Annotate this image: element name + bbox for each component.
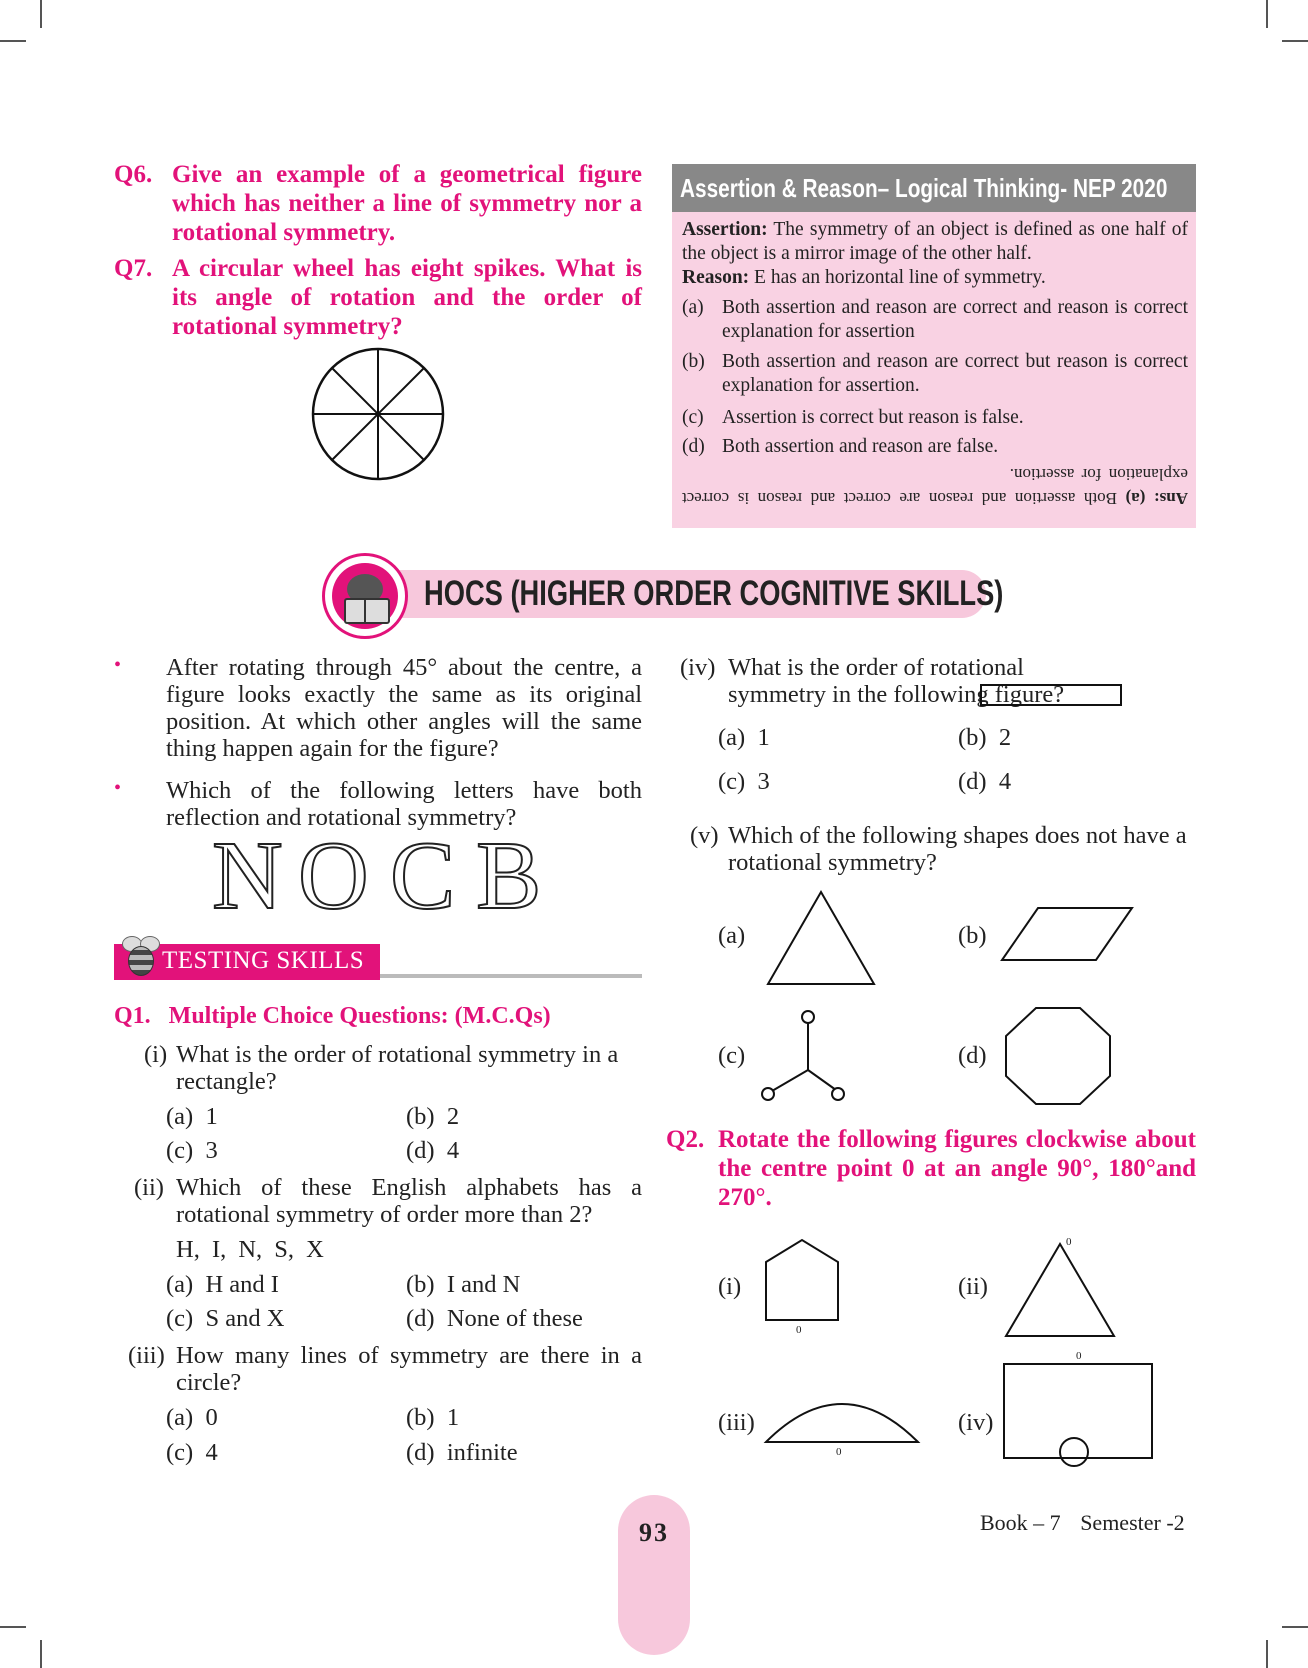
mcq-number: (ii) — [134, 1174, 164, 1201]
mcq-option: (b) 2 — [958, 724, 1012, 751]
book-info — [980, 1510, 1185, 1536]
assertion-option — [682, 296, 1188, 344]
testing-skills-title: TESTING SKILLS — [162, 947, 365, 974]
option-label: (b) — [682, 351, 705, 372]
mcq-option: (c) — [718, 1042, 746, 1069]
question-number: Q7. — [114, 255, 153, 282]
assertion-title-bar — [672, 164, 1196, 212]
figure-label: (iii) — [718, 1409, 755, 1436]
mcq-option: (c) 4 — [166, 1439, 218, 1466]
mcq-question: What is the order of rotational symmetry in a rectangle? — [176, 1041, 619, 1095]
centre-point-label: 0 — [1076, 1350, 1082, 1362]
centre-point-label: 0 — [1066, 1236, 1072, 1248]
pentagon-house-figure — [764, 1238, 840, 1322]
question-number: Q1. — [114, 1003, 151, 1029]
option-label: (a) — [682, 297, 704, 318]
question-number: Q2. — [666, 1126, 705, 1153]
mcq-option: (b) 1 — [406, 1404, 460, 1431]
mcq-option: (b) — [958, 922, 987, 949]
option-text: Both assertion and reason are false. — [722, 436, 999, 457]
crop-mark — [1282, 40, 1308, 42]
hocs-bullet — [114, 654, 642, 762]
letter-n: N — [212, 822, 283, 930]
semicircle-figure — [764, 1394, 920, 1444]
reason-text — [682, 266, 1188, 290]
mcq-option: (a) H and I — [166, 1271, 279, 1298]
mcq-option: (d) None of these — [406, 1305, 583, 1332]
q1-heading — [114, 1003, 551, 1030]
option-text: Both assertion and reason are correct but reason is correct explanation for assertion. — [722, 351, 1188, 396]
hocs-title: HOCS (HIGHER ORDER COGNITIVE SKILLS) — [424, 574, 1004, 613]
figure-label: (i) — [718, 1273, 742, 1300]
mcq-item — [690, 822, 1196, 876]
assertion-label: Assertion: — [682, 219, 768, 240]
figure-label: (ii) — [958, 1273, 988, 1300]
crop-mark — [1266, 1640, 1268, 1668]
mcq-number: (iii) — [128, 1342, 165, 1369]
crop-mark — [0, 1626, 26, 1628]
assertion-body: The symmetry of an object is defined as one half of the object is a mirror image of the other half. — [682, 219, 1188, 264]
bullet-text: Which of the following letters have both reflection and rotational symmetry? — [166, 777, 642, 831]
wheel-figure — [310, 346, 446, 482]
hocs-icon — [322, 553, 408, 639]
question-q2 — [666, 1125, 1196, 1212]
crop-mark — [0, 40, 26, 42]
reason-body: E has an horizontal line of symmetry. — [754, 267, 1046, 288]
question-title: Multiple Choice Questions: (M.C.Qs) — [168, 1003, 551, 1029]
option-text: Both assertion and reason are correct and reason is correct explanation for assertion — [722, 297, 1188, 342]
question-q7 — [114, 254, 642, 341]
mcq-item — [134, 1174, 642, 1228]
question-text: Rotate the following figures clockwise about the centre point 0 at an angle 90°, 180°and 270°. — [718, 1126, 1196, 1211]
option-label: (d) — [682, 436, 705, 457]
question-text: Give an example of a geometrical figure which has neither a line of symmetry nor a rotational symmetry. — [172, 161, 642, 246]
mcq-option: (c) 3 — [718, 768, 770, 795]
reason-label: Reason: — [682, 267, 750, 288]
mcq-option: (a) — [718, 922, 746, 949]
option-text: Assertion is correct but reason is false. — [722, 407, 1024, 428]
mcq-extra: H, I, N, S, X — [176, 1236, 324, 1263]
assertion-option — [682, 350, 1188, 398]
parallelogram-figure — [1000, 906, 1134, 962]
mcq-question: Which of the following shapes does not have a rotational symmetry? — [728, 822, 1187, 876]
mcq-option: (a) 1 — [718, 724, 770, 751]
hocs-bullet — [114, 777, 642, 831]
mcq-option: (a) 0 — [166, 1404, 218, 1431]
assertion-title: Assertion & Reason– Logical Thinking- NEP 2020 — [680, 173, 1168, 203]
mcq-option: (d) infinite — [406, 1439, 518, 1466]
mcq-option: (d) 4 — [406, 1137, 460, 1164]
centre-point-label: 0 — [836, 1446, 842, 1458]
semester-label: Semester -2 — [1080, 1510, 1185, 1535]
answer-upside-down — [682, 462, 1188, 510]
option-label: (c) — [682, 407, 704, 428]
book-label: Book – 7 — [980, 1510, 1061, 1535]
triangle-figure — [766, 890, 876, 986]
letter-b: B — [476, 822, 542, 930]
page-number: 93 — [639, 1518, 669, 1547]
mcq-number: (i) — [144, 1041, 168, 1068]
mcq-option: (c) 3 — [166, 1137, 218, 1164]
crop-mark — [40, 1640, 42, 1668]
question-text: A circular wheel has eight spikes. What is its angle of rotation and the order of rotational symmetry? — [172, 255, 642, 340]
mcq-option: (a) 1 — [166, 1103, 218, 1130]
question-number: Q6. — [114, 161, 153, 188]
mcq-option: (b) I and N — [406, 1271, 521, 1298]
triangle-figure-q2 — [1004, 1242, 1116, 1338]
mcq-item — [128, 1342, 642, 1396]
octagon-figure — [1004, 1006, 1112, 1106]
mcq-question: Which of these English alphabets has a rotational symmetry of order more than 2? — [176, 1174, 642, 1228]
mcq-number: (iv) — [680, 654, 716, 681]
figure-label: (iv) — [958, 1409, 994, 1436]
outline-letters — [212, 822, 552, 930]
letter-o: O — [298, 822, 369, 930]
mcq-item — [140, 1041, 642, 1095]
bullet-icon: • — [114, 777, 122, 799]
mcq-option: (d) — [958, 1042, 987, 1069]
rectangle-figure — [980, 684, 1122, 706]
bee-icon — [118, 934, 162, 976]
letter-c: C — [390, 822, 456, 930]
question-q6 — [114, 160, 642, 247]
assertion-text — [682, 218, 1188, 266]
mcq-question: What is the order of rotational symmetry in the following figure? — [728, 654, 1065, 708]
answer-label: Ans: (a) — [1125, 489, 1188, 508]
rectangle-with-circle-figure — [1002, 1362, 1154, 1468]
assertion-option — [682, 406, 1188, 430]
assertion-option — [682, 435, 1188, 459]
mcq-option: (c) S and X — [166, 1305, 285, 1332]
crop-mark — [1282, 1626, 1308, 1628]
bullet-text: After rotating through 45° about the centre, a figure looks exactly the same as its original position. At which other angles will the same thing happen again for the figure? — [166, 654, 642, 762]
mcq-number: (v) — [690, 822, 719, 849]
crop-mark — [40, 0, 42, 28]
centre-point-label: 0 — [796, 1324, 802, 1336]
three-arm-figure — [760, 1008, 846, 1104]
answer-text: Both assertion and reason are correct and reason is correct explanation for assertion. — [681, 465, 1188, 508]
mcq-option: (d) 4 — [958, 768, 1012, 795]
crop-mark — [1266, 0, 1268, 28]
mcq-question: How many lines of symmetry are there in a circle? — [176, 1342, 642, 1396]
mcq-option: (b) 2 — [406, 1103, 460, 1130]
bullet-icon: • — [114, 654, 122, 676]
